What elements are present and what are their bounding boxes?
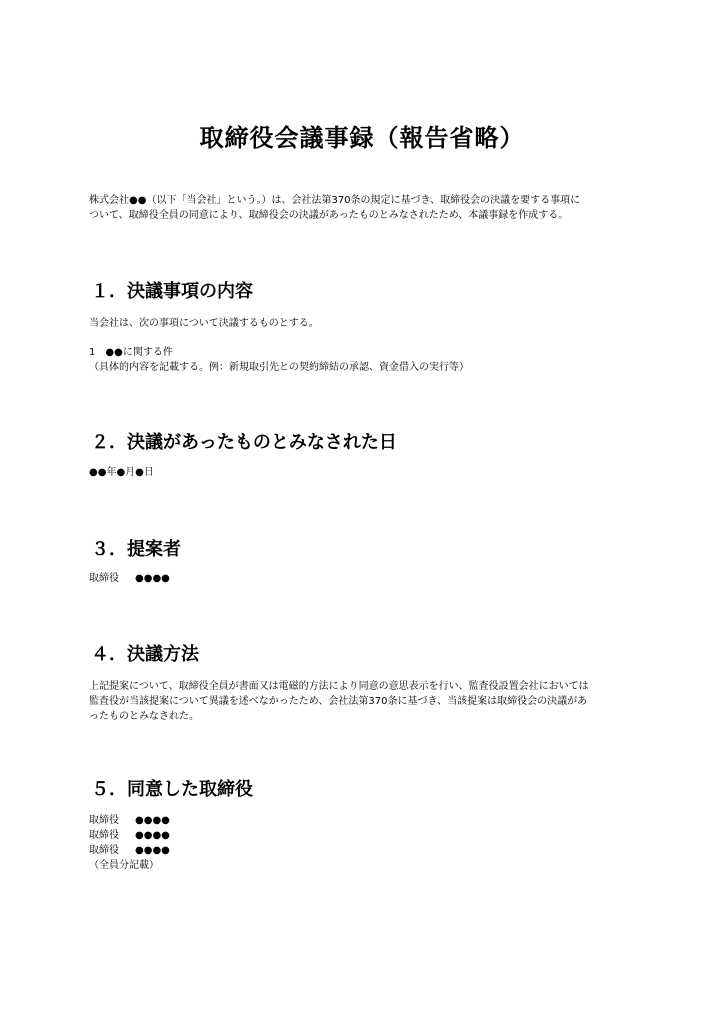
intro-paragraph <box>89 193 637 223</box>
section-heading-resolution-date: ２．決議があったものとみなされた日 <box>91 432 397 453</box>
section-heading-resolution-method: ４．決議方法 <box>91 644 199 665</box>
section-heading-resolution-content: １．決議事項の内容 <box>91 281 253 302</box>
section-1-body <box>89 316 319 331</box>
director-signature-line <box>89 843 170 858</box>
section-4-body <box>89 679 589 724</box>
director-name: ●●●● <box>135 845 170 856</box>
proposer-line <box>89 571 170 586</box>
director-role: 取締役 <box>89 845 119 856</box>
method-line: ったものとみなされた。 <box>89 711 199 722</box>
section-1-item <box>89 345 469 375</box>
proposer-role: 取締役 <box>89 573 119 584</box>
signers-note: （全員分記載） <box>89 860 159 871</box>
consenting-directors-list <box>89 813 170 873</box>
director-name: ●●●● <box>135 815 170 826</box>
director-role: 取締役 <box>89 830 119 841</box>
director-name: ●●●● <box>135 830 170 841</box>
item-description: （具体的内容を記載する。例：新規取引先との契約締結の承認、資金借入の実行等） <box>89 362 469 373</box>
method-line: 監査役が当該提案について異議を述べなかったため、会社法第370条に基づき、当該提案は取締役会の決議があ <box>89 696 588 707</box>
intro-line: ついて、取締役全員の同意により、取締役会の決議があったものとみなされたため、本議事録を作成する。 <box>89 210 569 221</box>
director-signature-line <box>89 828 170 843</box>
section-1-text: 当会社は、次の事項について決議するものとする。 <box>89 318 319 329</box>
section-heading-consenting-directors: ５．同意した取締役 <box>91 779 253 800</box>
document-title: 取締役会議事録（報告省略） <box>199 124 525 152</box>
director-signature-line <box>89 813 170 828</box>
proposer-name: ●●●● <box>135 573 170 584</box>
resolution-date: ●●年●月●日 <box>89 467 154 478</box>
method-line: 上記提案について、取締役全員が書面又は電磁的方法により同意の意思表示を行い、監査役設置会社においては <box>89 681 589 692</box>
item-title: 1 ●●に関する件 <box>89 347 173 358</box>
intro-line: 株式会社●●（以下「当会社」という。）は、会社法第370条の規定に基づき、取締役会の決議を要する事項に <box>89 195 581 206</box>
section-heading-proposer: ３．提案者 <box>91 539 181 560</box>
director-role: 取締役 <box>89 815 119 826</box>
section-2-body <box>89 465 154 480</box>
